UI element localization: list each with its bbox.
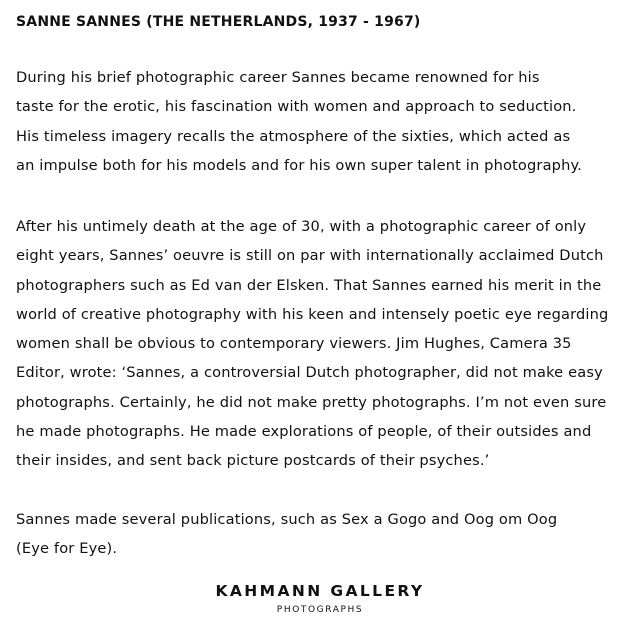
text-line: His timeless imagery recalls the atmosphere of the sixties, which acted as <box>16 127 571 145</box>
text-line: photographers such as Ed van der Elsken. That Sannes earned his merit in the <box>16 276 602 294</box>
text-line: world of creative photography with his keen and intensely poetic eye regarding <box>16 305 609 323</box>
paragraph-legacy <box>16 212 626 476</box>
text-line: taste for the erotic, his fascination with women and approach to seduction. <box>16 98 577 116</box>
text-line: After his untimely death at the age of 30, with a photographic career of only <box>16 218 587 235</box>
gallery-logo-subtitle: PHOTOGRAPHS <box>276 605 364 615</box>
page-title: SANNE SANNES (THE NETHERLANDS, 1937 - 1967) <box>16 14 421 30</box>
text-line: (Eye for Eye). <box>16 540 118 558</box>
text-line: he made photographs. He made explorations of people, of their outsides and <box>16 423 592 441</box>
paragraph-intro <box>16 63 626 180</box>
text-line: women shall be obvious to contemporary viewers. Jim Hughes, Camera 35 <box>16 335 572 353</box>
text-line: During his brief photographic career Sannes became renowned for his <box>16 69 540 86</box>
text-line: photographs. Certainly, he did not make pretty photographs. I’m not even sure <box>16 393 607 411</box>
paragraph-publications <box>16 505 626 564</box>
text-line: eight years, Sannes’ oeuvre is still on par with internationally acclaimed Dutch <box>16 247 604 265</box>
gallery-logo-name: KAHMANN GALLERY <box>215 582 425 600</box>
text-line: Sannes made several publications, such as Sex a Gogo and Oog om Oog <box>16 511 558 528</box>
text-line: an impulse both for his models and for his own super talent in photography. <box>16 156 582 174</box>
text-line: their insides, and sent back picture postcards of their psyches.’ <box>16 452 490 470</box>
text-line: Editor, wrote: ‘Sannes, a controversial Dutch photographer, did not make easy <box>16 364 603 382</box>
